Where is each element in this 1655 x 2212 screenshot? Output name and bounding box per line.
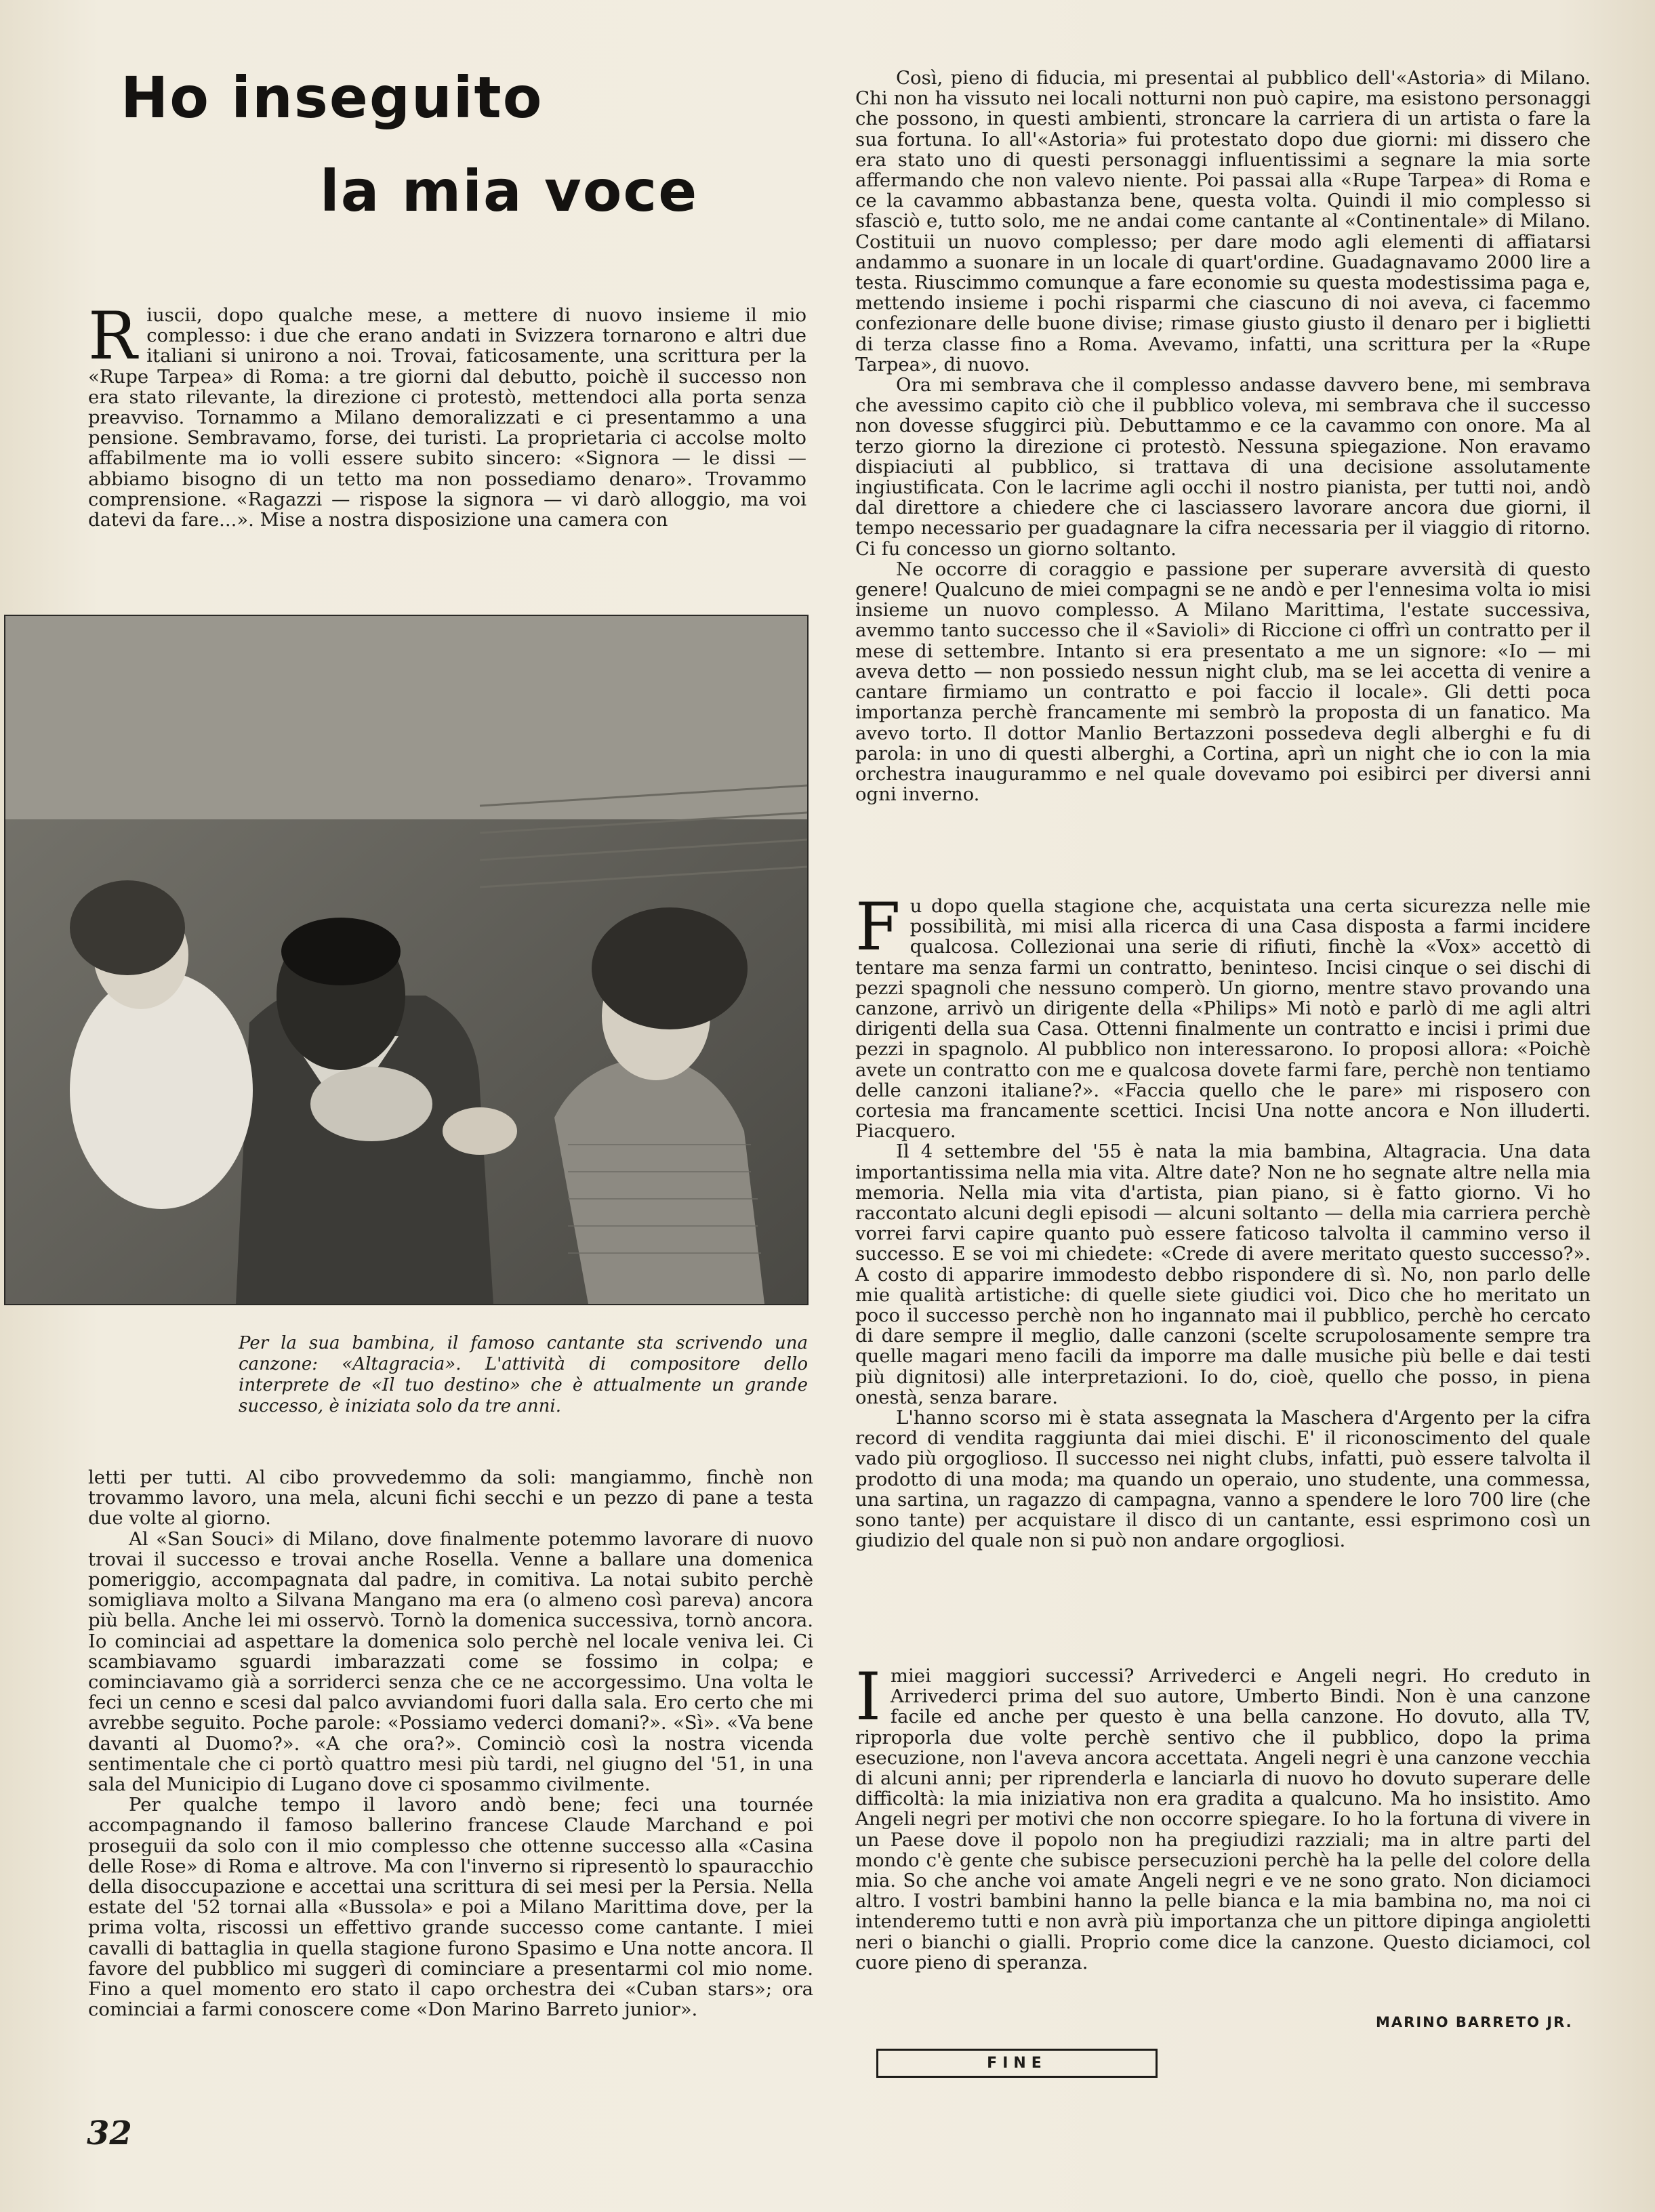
paragraph: Ora mi sembrava che il complesso andasse davvero bene, mi sembrava che avessimo capito ciò che il pubblico voleva, mi sembrava che il successo non dovesse sfuggirci più. Debuttammo e ce la cavammo con onore. Ma al terzo giorno la direzione ci protestò. Nessuna spiegazione. Non eravamo dispiaciuti al pubblico, si trattava di una decisione assolutamente ingiustificata. Con le lacrime agli occhi il nostro pianista, per tutti noi, andò dal direttore a chiedere che ci lasciassero lavorare ancora due giorni, il tempo necessario per guadagnare la cifra necessaria per il viaggio di ritorno. Ci fu concesso un giorno soltanto. [855,374,1591,560]
paragraph: L'hanno scorso mi è stata assegnata la Maschera d'Argento per la cifra record di vendita raggiunta dai miei dischi. E' il riconoscimento del quale vado più orgoglioso. Il successo nei night clubs, infatti, può essere talvolta il prodotto di una moda; ma quando un operaio, uno studente, una commessa, una sartina, un ragazzo di campagna, vanno a spendere le loro 700 lire (che sono tante) per acquistare il disco di un cantante, essi esprimono così un giudizio del quale non si può non andare orgogliosi. [855,1407,1591,1552]
paragraph-text: miei maggiori successi? Arrivederci e Angeli negri. Ho creduto in Arrivederci prima del suo autore, Umberto Bindi. Non è una canzone facile ed anche per questo è una bella canzone. Ho dovuto, alla TV, riproporla due volte perchè sentivo che il pubblico, dopo la prima esecuzione, non l'aveva ancora accettata. Angeli negri è una canzone vecchia di alcuni anni; per riprenderla e lanciarla di nuovo ho dovuto superare delle difficoltà: la mia iniziativa non era gradita a qualcuno. Ma ho insistito. Amo Angeli negri per motivi che non occorre spiegare. Io ho la fortuna di vivere in un Paese dove il popolo non ha pregiudizi razziali; ma in altre parti del mondo c'è gente che subisce persecuzioni perchè ha la pelle del colore della mia. So che anche voi amate Angeli negri e ve ne sono grato. Non diciamoci altro. I vostri bambini hanno la pelle bianca e la mia bambina no, ma noi ci intenderemo tutti e non avrà più importanza che un pittore dipinga angioletti neri o bianchi o gialli. Proprio come dice la canzone. Questo diciamoci, col cuore pieno di speranza. [855,1665,1591,1973]
paragraph: letti per tutti. Al cibo provvedemmo da soli: mangiammo, finchè non trovammo lavoro, una mela, alcuni fichi secchi e un pezzo di pane a testa due volte al giorno. [88,1467,813,1530]
left-column-bottom [88,1467,813,2104]
drop-cap: R [88,298,138,374]
paragraph: Al «San Souci» di Milano, dove finalmente potemmo lavorare di nuovo trovai il successo e trovai anche Rosella. Venne a ballare una domenica pomeriggio, accompagnata dal padre, in comitiva. La notai subito perchè somigliava molto a Silvana Mangano ma era (o almeno così pareva) ancora più bella. Anche lei mi osservò. Tornò la domenica successiva, tornò ancora. Io cominciai ad aspettare la domenica solo perchè nel locale veniva lei. Ci scambiavamo sguardi imbarazzati come se fossimo in colpa; e cominciavamo già a sorriderci senza che ce ne accorgessimo. Una volta le feci un cenno e scesi dal palco avviandomi fuori dalla sala. Ero certo che mi avrebbe seguito. Poche parole: «Possiamo vederci domani?». «Sì». «Va bene davanti al Duomo?». «A che ora?». Cominciò così la nostra vicenda sentimentale che ci portò quattro mesi più tardi, nel giugno del '51, in una sala del Municipio di Lugano dove ci sposammo civilmente. [88,1528,813,1796]
left-column-top [88,298,806,556]
paragraph-text: iuscii, dopo qualche mese, a mettere di nuovo insieme il mio complesso: i due che erano andati in Svizzera tornarono e altri due italiani si unirono a noi. Trovai, faticosamente, una scrittura per la «Rupe Tarpea» di Roma: a tre giorni dal debutto, poichè il successo non era stato rilevante, la direzione ci protestò, mettendoci alla porta senza preavviso. Tornammo a Milano demoralizzati e ci presentammo a una pensione. Sembravamo, forse, dei turisti. La proprietaria ci accolse molto affabilmente ma io volli essere subito sincero: «Signora — le dissi — abbiamo bisogno di un tetto ma non possediamo denaro». Trovammo comprensione. «Ragazzi — rispose la signora — vi darò alloggio, ma voi datevi da fare...». Mise a nostra disposizione una camera con [88,304,806,531]
drop-cap: F [855,889,901,965]
paragraph [855,889,1591,1143]
right-column-section-2 [855,889,1591,1635]
article-title-line-2: la mia voce [320,158,699,224]
photo-caption: Per la sua bambina, il famoso cantante sta scrivendo una canzone: «Altagracia». L'attività di compositore dello interprete de «Il tuo destino» che è attualmente un grande successo, è iniziata solo da tre anni. [239,1333,808,1416]
family-photo [4,615,809,1305]
paragraph: Il 4 settembre del '55 è nata la mia bambina, Altagracia. Una data importantissima nella mia vita. Altre date? Non ne ho segnate altre nella mia memoria. Nella mia vita d'artista, pian piano, si è fatto giorno. Vi ho raccontato alcuni degli episodi — alcuni soltanto — della mia carriera perchè vorrei farvi capire quanto può essere faticoso talvolta il cammino verso il successo. E se voi mi chiedete: «Crede di avere meritato questo successo?». A costo di apparire immodesto debbo rispondere di sì. No, non parlo delle mie qualità artistiche: di quelle siete giudici voi. Dico che ho meritato un poco il successo perchè non ho ingannato mai il pubblico, perchè ho cercato di dare sempre il meglio, dalle canzoni (scelte scrupolosamente sempre tra quelle magari meno facili da imporre ma dalle musiche più belle e dai testi più dignitosi) alle interpretazioni. Io do, cioè, quello che posso, in piena onestà, senza barare. [855,1141,1591,1408]
end-marker: FINE [876,2049,1158,2078]
paragraph-text: u dopo quella stagione che, acquistata una certa sicurezza nelle mie possibilità, mi misi alla ricerca di una Casa disposta a farmi incidere qualcosa. Collezionai una serie di rifiuti, finchè la «Vox» accettò di tentare ma senza farmi un contratto, beninteso. Incisi cinque o sei dischi di pezzi spagnoli che nessuno comperò. Un giorno, mentre stavo provando una canzone, arrivò un dirigente della «Philips» Mi notò e parlò di me agli altri dirigenti della sua Casa. Ottenni finalmente un contratto e incisi i primi due pezzi in spagnolo. Al pubblico non interessarono. Io proposi allora: «Poichè avete un contratto con me e qualcosa dovete farmi fare, perchè non tentiamo delle canzoni italiane?». «Faccia quello che le pare» mi risposero con cortesia ma francamente scettici. Incisi Una notte ancora e Non illuderti. Piacquero. [855,895,1591,1143]
author-signature: MARINO BARRETO JR. [1376,2014,1573,2030]
paragraph: Ne occorre di coraggio e passione per superare avversità di questo genere! Qualcuno de miei compagni se ne andò e per l'ennesima volta io misi insieme un nuovo complesso. A Milano Marittima, l'estate successiva, avemmo tanto successo che il «Savioli» di Riccione ci offrì un contratto per il mese di settembre. Intanto si era presentato a me un signore: «Io — mi aveva detto — non possiedo nessun night club, ma se lei accetta di venire a cantare firmiamo un contratto e poi faccio il locale». Gli detti poca importanza perchè francamente mi sembrò la proposta di un fanatico. Ma avevo torto. Il dottor Manlio Bertazzoni possedeva degli alberghi e fu di parola: in uno di questi alberghi, a Cortina, aprì un night che io con la mia orchestra inaugurammo e nel quale dovevamo poi esibirci per diversi anni ogni inverno. [855,558,1591,806]
right-column-section-3 [855,1659,1591,2025]
family-photo-illustration [5,616,807,1304]
page-number: 32 [87,2114,132,2152]
drop-cap: I [855,1659,881,1735]
paragraph: Così, pieno di fiducia, mi presentai al pubblico dell'«Astoria» di Milano. Chi non ha vissuto nei locali notturni non può capire, ma esistono personaggi che possono, in questi ambienti, stroncare la carriera di un artista o fare la sua fortuna. Io all'«Astoria» fui protestato dopo due giorni: mi dissero che era stato uno di questi personaggi influentissimi a segnare la mia sorte affermando che non valevo niente. Poi passai alla «Rupe Tarpea» di Roma e ce la cavammo abbastanza bene, questa volta. Quindi il mio complesso si sfasciò e, tutto solo, me ne andai come cantante al «Continentale» di Milano. Costituii un nuovo complesso; per dare modo agli elementi di affiatarsi andammo a suonare in un locale di quart'ordine. Guadagnavamo 2000 lire a testa. Riuscimmo comunque a fare economie su questa modestissima paga e, mettendo insieme i pochi risparmi che ciascuno di noi aveva, ci facemmo confezionare delle buone divise; rimase giusto giusto il denaro per i biglietti di terza classe fino a Roma. Avevamo, infatti, una scrittura per la «Rupe Tarpea», di nuovo. [855,67,1591,375]
paragraph [855,1659,1591,1973]
paragraph [88,298,806,531]
paragraph: Per qualche tempo il lavoro andò bene; feci una tournée accompagnando il famoso ballerino francese Claude Marchand e poi proseguii da solo con il mio complesso che ottenne successo alla «Casina delle Rose» di Roma e altrove. Ma con l'inverno si ripresentò lo spauracchio della disoccupazione e accettai una scrittura di sei mesi per la Persia. Nella estate del '52 tornai alla «Bussola» e poi a Milano Marittima dove, per la prima volta, riscossi un effettivo grande successo come cantante. I miei cavalli di battaglia in quella stagione furono Spasimo e Una notte ancora. Il favore del pubblico mi suggerì di cominciare a presentarmi col mio nome. Fino a quel momento ero stato il capo orchestra dei «Cuban stars»; ora cominciai a farmi conoscere come «Don Marino Barreto junior». [88,1794,813,2021]
article-title-line-1: Ho inseguito [121,64,544,131]
right-column-section-1 [855,68,1591,847]
